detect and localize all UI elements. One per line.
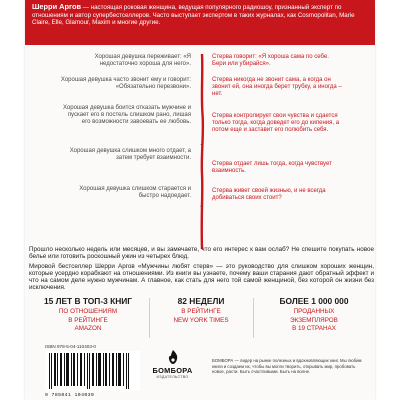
stat-detail bbox=[259, 308, 369, 334]
stat-detail-line: В РЕЙТИНГЕ bbox=[68, 316, 108, 324]
stat-headline: 15 ЛЕТ В ТОП-3 КНИГ bbox=[43, 296, 133, 306]
barcode bbox=[45, 351, 140, 398]
stat-copies bbox=[259, 296, 369, 334]
red-divider-line bbox=[199, 54, 205, 249]
barcode-bars-icon bbox=[45, 351, 140, 391]
isbn-text: ISBN 978-5-04-110403-0 bbox=[45, 344, 96, 349]
stat-headline: 82 НЕДЕЛИ bbox=[177, 296, 225, 306]
description-paragraph: Мировой бестселлер Шерри Аргов «Мужчины любят стерв» — это руководство для слишком хороших женщин, которые усердно корабхают на отношениями. Из книги вы узнаете, почему ваши старания дают обратный эффект и что на самом деле нужно мужчинам. А главное, как стать для него той самой женщиной, без которой он жизни без исключения. bbox=[29, 262, 374, 292]
logo-subtitle: ИЗДАТЕЛЬСТВО bbox=[156, 375, 189, 379]
good-girl-statement: Хорошая девушка переживает: «Я недостаточно хороша для него». bbox=[94, 54, 191, 67]
author-bio: — настоящая роковая женщина, ведущая популярного радиошоу, признанный эксперт по отношениям и автор супербестселлеров. Часто выступает экспертом в таких журналах, как Cosmopolitan, Marie Claire, Elle, Glamour, Maxim и многие другие. bbox=[32, 4, 355, 26]
bitch-statement: Стерва никогда не звонит сама, а когда он звонит ей, она иногда берет трубку, а иногда – нет. bbox=[212, 77, 342, 97]
bombora-flame-icon bbox=[167, 350, 179, 364]
author-bio-band bbox=[25, 0, 375, 45]
book-back-cover bbox=[25, 0, 375, 400]
publisher-description: БОМБОРА — лидер на рынке полезных и вдохновляющих книг. Мы любим книги и создаем их, чтобы вы могли творить, открывать мир, пробовать новое, расти. Быть счастливыми. Быть на волне. bbox=[212, 358, 362, 375]
stat-detail-line: ПО ОТНОШЕНИЯМ bbox=[58, 308, 118, 315]
description-paragraph: Прошло несколько недель или месяцев, и вы замечаете, что его интерес к вам ослаб? Не спешите покупать новое белье или готовить роскошный ужин из четырех блюд. bbox=[29, 246, 374, 261]
good-girl-statement: Хорошая девушка слишком старается и быстро надоедает. bbox=[79, 186, 191, 199]
stat-detail-line: NEW YORK TIMES bbox=[173, 316, 229, 324]
good-girl-statement: Хорошая девушка боится отказать мужчине и пускает его в постель слишком рано, лишая его возможности завоевать ее любовь. bbox=[62, 105, 191, 125]
bitch-statement: Стерва живет своей жизнью, и не всегда добиваться своих стоит? bbox=[212, 188, 326, 201]
good-girl-statement: Хорошая девушка слишком много отдает, а затем требует взаимности. bbox=[69, 148, 191, 161]
good-girl-statement: Хорошая девушка часто звонит ему и говорит: «Обязательно перезвони». bbox=[60, 77, 191, 90]
stat-detail-line: В РЕЙТИНГЕ bbox=[181, 308, 221, 315]
bottom-section bbox=[25, 344, 375, 400]
publisher-logo bbox=[145, 350, 200, 392]
stat-separator bbox=[149, 298, 150, 338]
stat-detail bbox=[33, 308, 143, 334]
author-name: Шерри Аргов bbox=[32, 2, 82, 11]
bitch-statement: Стерва отдает лишь тогда, когда чувствует взаимность. bbox=[212, 161, 332, 174]
barcode-number: 9 785041 104030 bbox=[45, 393, 95, 398]
comparison-section bbox=[25, 54, 375, 249]
stat-headline: БОЛЕЕ 1 000 000 bbox=[279, 296, 349, 306]
description-text bbox=[25, 246, 374, 294]
stat-nyt bbox=[155, 296, 247, 325]
logo-brand: БОМБОРА bbox=[152, 366, 193, 375]
stat-detail-line: AMAZON bbox=[74, 325, 102, 332]
stat-detail-line: В 19 СТРАНАХ bbox=[292, 325, 336, 332]
stat-separator bbox=[253, 298, 254, 338]
stat-detail bbox=[155, 308, 247, 325]
stat-amazon bbox=[33, 296, 143, 334]
stat-detail-line: ЭКЗЕМПЛЯРОВ bbox=[290, 316, 338, 324]
bitch-statement: Стерва говорит: «Я хороша сама по себе. Бери или убирайся». bbox=[212, 54, 329, 67]
stat-detail-line: ПРОДАННЫХ bbox=[293, 308, 335, 315]
bitch-statement: Стерва контролирует свои чувства и сдается только тогда, когда доведет его до кипения, а потом еще и заставит его полюбить себя. bbox=[212, 113, 340, 133]
